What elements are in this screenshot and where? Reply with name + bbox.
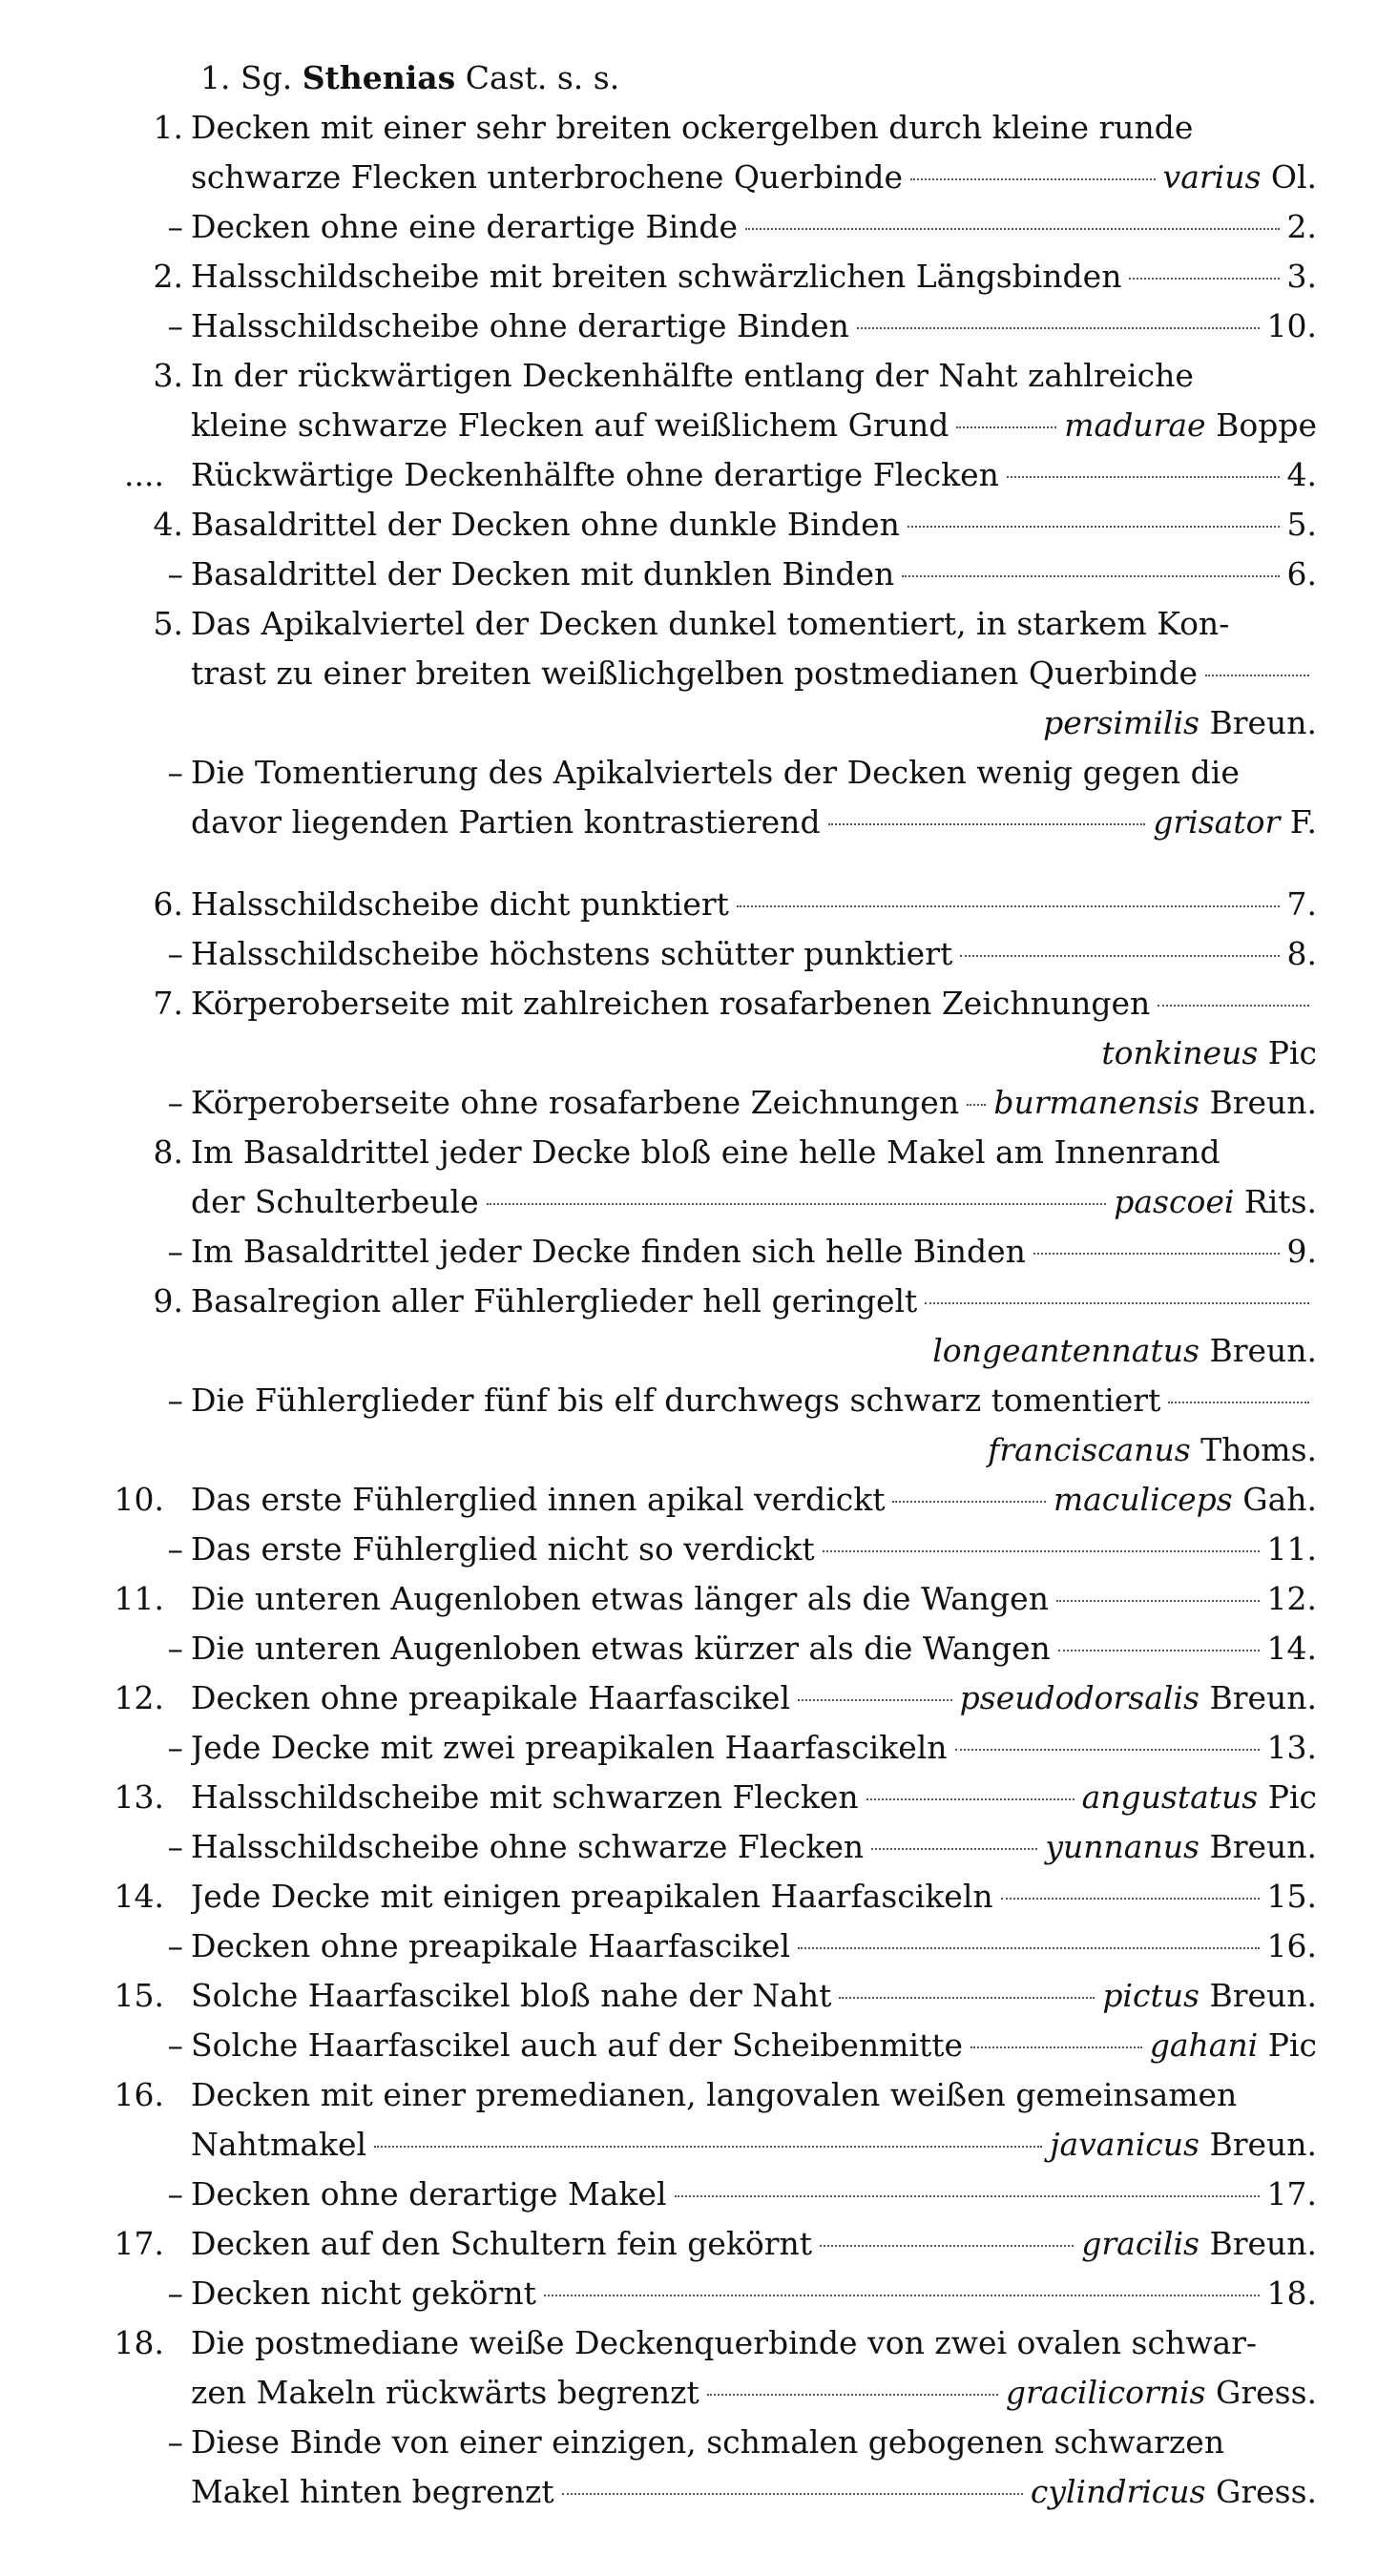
entry-line [191,1128,1317,1177]
species-author: Ol. [1270,158,1317,196]
entry-line-last [191,252,1317,301]
genus-heading [200,53,619,103]
entry-line-text: trast zu einer breiten weißlichgelben postmedianen Querbinde [191,654,1199,692]
entry-result [1287,450,1318,500]
entry-result [1267,301,1317,351]
entry-text [191,1475,1317,1525]
entry-number: 18. [114,2324,164,2361]
species-name: angustatus [1081,1778,1259,1816]
entry-number: 9. [153,1282,183,1319]
dot-leader [544,2295,1260,2296]
entry-number: – [167,2423,183,2461]
entry-number: 2. [153,258,183,295]
entry-result [988,1425,1317,1475]
species-name: gracilicornis [1005,2374,1206,2411]
entry-number: 14. [114,1878,164,1915]
entry-text [191,929,1317,979]
dot-leader [956,426,1056,428]
couplet-reference: 2. [1286,208,1317,245]
entry-line [191,2070,1317,2120]
entry-line-text: Decken nicht gekörnt [191,2275,536,2312]
entry-text [191,301,1317,351]
entry-line-text: Das Apikalviertel der Decken dunkel tomentiert, in starkem Kon- [191,605,1230,642]
couplet-reference: 13. [1266,1729,1317,1766]
dot-leader [374,2146,1042,2148]
entry-result [1031,2467,1317,2517]
dot-leader [820,2245,1074,2247]
entry-text [191,500,1317,550]
entry-number: 11. [114,1580,164,1617]
entry-line-text: Decken mit einer premedianen, langovalen weißen gemeinsamen [191,2076,1238,2113]
entry-result [1043,698,1317,748]
entry-line-text: Halsschildscheibe mit breiten schwärzlichen Längsbinden [191,258,1122,295]
entry-line-last [191,649,1317,698]
entry-text [191,1128,1317,1227]
entry-line-text: Halsschildscheibe höchstens schütter punktiert [191,935,953,972]
entry-text [191,1078,1317,1128]
dot-leader [798,1947,1260,1949]
entry-result [1267,1525,1317,1574]
species-name: madurae [1064,406,1206,444]
entry-number: – [167,1233,183,1270]
entry-line [191,103,1317,153]
entry-line-last [191,153,1317,202]
entry-text [191,880,1317,929]
entry-line-last [191,202,1317,252]
entry-line [191,599,1317,649]
entry-result [1267,1723,1317,1773]
entry-number: – [167,1729,183,1766]
entry-number: – [167,1084,183,1121]
dot-leader [871,1848,1037,1850]
dot-leader [910,178,1155,180]
entry-number: – [167,1630,183,1667]
entry-number: 13. [114,1778,164,1816]
entry-line-text: Basaldrittel der Decken ohne dunkle Binden [191,506,900,543]
genus-author: Cast. s. s. [465,59,620,96]
species-author: Breun. [1209,1332,1317,1369]
entry-text [191,252,1317,301]
entry-number: 4. [153,506,183,543]
entry-line-text: Solche Haarfascikel bloß nahe der Naht [191,1977,832,2014]
entry-result [932,1326,1317,1376]
entry-text [191,2318,1317,2418]
species-author: Pic [1267,2026,1317,2064]
species-author: Breun. [1209,1679,1317,1716]
entry-text [191,1624,1317,1673]
couplet-reference: 11. [1266,1530,1317,1568]
dot-leader [1058,1650,1260,1652]
entry-line-last [191,1773,1317,1822]
entry-line-last [191,1277,1317,1326]
entry-text [191,103,1317,202]
entry-text [191,1723,1317,1773]
entry-line-last [191,1673,1317,1723]
couplet-reference: 8. [1286,935,1317,972]
entry-line-text: Decken ohne derartige Makel [191,2175,667,2212]
entry-text [191,1822,1317,1872]
entry-text [191,202,1317,252]
entry-line-last [191,1525,1317,1574]
entry-result [993,1078,1317,1128]
entry-line-text: Im Basaldrittel jeder Decke bloß eine helle Makel am Innenrand [191,1133,1221,1171]
species-name: maculiceps [1053,1481,1233,1518]
entry-line-last [191,1078,1317,1128]
entry-result-line [191,1425,1317,1475]
dot-leader [1056,1600,1260,1602]
species-name: pseudodorsalis [959,1679,1200,1716]
entry-result [960,1673,1317,1723]
species-author: Rits. [1243,1183,1317,1220]
entry-number: – [167,2175,183,2212]
entry-number: 6. [153,885,183,923]
entry-result [1267,1624,1317,1673]
entry-line-text: Jede Decke mit einigen preapikalen Haarfascikeln [191,1878,993,1915]
entry-text [191,1574,1317,1624]
species-author: Breun. [1209,1977,1317,2014]
entry-line-text: Diese Binde von einer einzigen, schmalen gebogenen schwarzen [191,2423,1225,2461]
dot-leader [925,1302,1309,1304]
entry-line-text: Basaldrittel der Decken mit dunklen Binden [191,555,895,592]
entry-line-text: Im Basaldrittel jeder Decke finden sich helle Binden [191,1233,1026,1270]
entry-line-text: Körperoberseite mit zahlreichen rosafarbenen Zeichnungen [191,985,1151,1022]
entry-text [191,2021,1317,2070]
entry-number: – [167,2026,183,2064]
entry-line-last [191,401,1317,450]
entry-line-last [191,2219,1317,2269]
entry-line-last [191,1723,1317,1773]
entry-number: 12. [114,1679,164,1716]
couplet-reference: 3. [1286,258,1317,295]
entry-line-text: der Schulterbeule [191,1183,479,1220]
entry-line-last [191,929,1317,979]
entry-number: 10. [114,1481,164,1518]
entry-number: 3. [153,357,183,394]
couplet-reference: 5. [1286,506,1317,543]
dot-leader [745,228,1279,230]
entry-result [1064,401,1317,450]
entry-result [1267,2269,1317,2318]
entry-result [1287,500,1318,550]
entry-line-last [191,1624,1317,1673]
dot-leader [675,2195,1260,2197]
entry-result-line [191,1028,1317,1078]
species-name: gracilis [1081,2225,1200,2262]
dot-leader [707,2394,998,2396]
entry-line-last [191,1475,1317,1525]
dot-leader [1007,476,1280,478]
entry-result [1081,2219,1317,2269]
dot-leader [892,1501,1045,1503]
entry-line-text: Halsschildscheibe ohne derartige Binden [191,307,849,344]
species-author: Gress. [1215,2374,1317,2411]
entry-text [191,1773,1317,1822]
entry-text [191,599,1317,748]
dot-leader [798,1699,952,1701]
entry-line-text: In der rückwärtigen Deckenhälfte entlang der Naht zahlreiche [191,357,1194,394]
entry-text [191,2269,1317,2318]
entry-line [191,2418,1317,2467]
genus-name: Sthenias [302,59,456,96]
entry-result [1153,798,1317,847]
entry-result-line [191,1326,1317,1376]
species-name: gahani [1149,2026,1259,2064]
entry-line-text: Körperoberseite ohne rosafarbene Zeichnungen [191,1084,960,1121]
species-author: Gress. [1215,2473,1317,2510]
species-author: Breun. [1209,2225,1317,2262]
couplet-reference: 17. [1266,2175,1317,2212]
entry-result [1054,1475,1317,1525]
species-name: tonkineus [1101,1034,1259,1071]
entry-line-text: Basalregion aller Fühlerglieder hell geringelt [191,1282,918,1319]
couplet-reference: 12. [1266,1580,1317,1617]
entry-line-text: Rückwärtige Deckenhälfte ohne derartige Flecken [191,456,999,493]
species-author: Breun. [1209,1084,1317,1121]
entry-result [1050,2120,1317,2170]
entry-number: – [167,754,183,791]
entry-number: 5. [153,605,183,642]
species-name: varius [1162,158,1262,196]
entry-line-text: Decken ohne preapikale Haarfascikel [191,1679,790,1716]
entry-text [191,1872,1317,1922]
entry-line-text: Das erste Fühlerglied nicht so verdickt [191,1530,815,1568]
entry-text [191,2219,1317,2269]
dot-leader [562,2493,1023,2495]
entry-line-text: Halsschildscheibe dicht punktiert [191,885,729,923]
dot-leader [1168,1402,1309,1403]
entry-result-line [191,698,1317,748]
entry-text [191,1673,1317,1723]
couplet-reference: 15. [1266,1878,1317,1915]
dot-leader [902,575,1279,577]
entry-line-text: Jede Decke mit zwei preapikalen Haarfascikeln [191,1729,948,1766]
entry-number: – [167,2275,183,2312]
species-author: Pic [1267,1778,1317,1816]
species-name: pictus [1102,1977,1200,2014]
species-author: Breun. [1209,704,1317,741]
species-name: javanicus [1050,2126,1200,2163]
entry-line [191,2318,1317,2368]
entry-line-last [191,880,1317,929]
entry-result [1006,2368,1317,2418]
entry-line-last [191,979,1317,1028]
entry-number: – [167,1530,183,1568]
entry-line-last [191,2120,1317,2170]
entry-line-last [191,301,1317,351]
entry-text [191,979,1317,1078]
entry-line-text: Die postmediane weiße Deckenquerbinde von zwei ovalen schwar- [191,2324,1258,2361]
entry-line-text: Decken ohne eine derartige Binde [191,208,739,245]
entry-line-text: Die Tomentierung des Apikalviertels der Decken wenig gegen die [191,754,1240,791]
entry-result [1287,202,1318,252]
entry-line [191,748,1317,798]
entry-text [191,450,1317,500]
entry-result [1267,1872,1317,1922]
entry-line-last [191,2021,1317,2070]
species-name: cylindricus [1030,2473,1206,2510]
entry-number: – [167,307,183,344]
entry-result [1287,1227,1318,1277]
species-author: F. [1289,803,1317,841]
entry-line-text: Das erste Fühlerglied innen apikal verdickt [191,1481,886,1518]
species-name: grisator [1153,803,1281,841]
entry-number: 15. [114,1977,164,2014]
entry-text [191,1227,1317,1277]
couplet-reference: 4. [1286,456,1317,493]
entry-text [191,1376,1317,1475]
dot-leader [1205,675,1309,676]
entry-number: – [167,208,183,245]
entry-line-text: kleine schwarze Flecken auf weißlichem Grund [191,406,949,444]
dot-leader [1033,1253,1280,1255]
dot-leader [970,2046,1142,2048]
entry-line-text: Die unteren Augenloben etwas länger als die Wangen [191,1580,1049,1617]
entry-result [1101,1028,1317,1078]
entry-line-text: Decken ohne preapikale Haarfascikel [191,1927,790,1964]
species-author: Boppe [1216,406,1317,444]
dot-leader [737,905,1280,907]
entry-result [1102,1971,1317,2021]
entry-line-last [191,500,1317,550]
dot-leader [960,955,1279,957]
entry-number: – [167,555,183,592]
couplet-reference: 9. [1286,1233,1317,1270]
entry-text [191,1971,1317,2021]
entry-number: – [167,1381,183,1419]
entry-result [1287,880,1318,929]
entry-text [191,2170,1317,2219]
entry-line [191,351,1317,401]
species-name: longeantennatus [932,1332,1200,1369]
entry-text [191,2070,1317,2170]
couplet-reference: 6. [1286,555,1317,592]
entry-line-last [191,550,1317,599]
entry-line-text: Die Fühlerglieder fünf bis elf durchwegs schwarz tomentiert [191,1381,1161,1419]
species-author: Breun. [1209,2126,1317,2163]
entry-number: 1. [153,109,183,146]
entry-text [191,2418,1317,2517]
couplet-reference: 10. [1266,307,1317,344]
entry-line-text: Halsschildscheibe ohne schwarze Flecken [191,1828,865,1865]
entry-line-last [191,2269,1317,2318]
entry-line-text: Die unteren Augenloben etwas kürzer als die Wangen [191,1630,1051,1667]
species-author: Thoms. [1200,1431,1317,1468]
species-author: Breun. [1209,1828,1317,1865]
entry-line-text: zen Makeln rückwärts begrenzt [191,2374,699,2411]
dot-leader [1129,278,1279,280]
entry-result [1287,550,1318,599]
species-author: Gah. [1242,1481,1317,1518]
species-name: franciscanus [988,1431,1191,1468]
entry-line-text: Decken mit einer sehr breiten ockergelben durch kleine runde [191,109,1194,146]
entry-number: 7. [153,985,183,1022]
entry-line-last [191,2368,1317,2418]
heading-prefix: 1. Sg. [200,59,293,96]
couplet-reference: 18. [1266,2275,1317,2312]
entry-text [191,550,1317,599]
entry-line-text: Solche Haarfascikel auch auf der Scheibenmitte [191,2026,964,2064]
couplet-reference: 16. [1266,1927,1317,1964]
entry-line-last [191,1227,1317,1277]
entry-result [1267,2170,1317,2219]
couplet-reference: 14. [1266,1630,1317,1667]
entry-text [191,1525,1317,1574]
entry-number: .... [124,456,164,493]
entry-text [191,1922,1317,1971]
dot-leader [828,823,1146,825]
entry-line-text: davor liegenden Partien kontrastierend [191,803,821,841]
entry-line-last [191,1177,1317,1227]
dot-leader [823,1550,1260,1552]
entry-result [1045,1822,1317,1872]
entry-line-last [191,450,1317,500]
dot-leader [908,526,1280,528]
entry-result [1287,929,1318,979]
species-name: pascoei [1114,1183,1235,1220]
entry-text [191,748,1317,847]
entry-text [191,1277,1317,1376]
entry-result [1114,1177,1317,1227]
species-name: burmanensis [993,1084,1200,1121]
entry-line-last [191,1574,1317,1624]
entry-line-text: Decken auf den Schultern fein gekörnt [191,2225,813,2262]
entry-result [1150,2021,1317,2070]
entry-result [1267,1922,1317,1971]
dot-leader [1001,1898,1260,1900]
entry-line-text: Halsschildscheibe mit schwarzen Flecken [191,1778,859,1816]
entry-line-last [191,1376,1317,1425]
entry-number: 16. [114,2076,164,2113]
entry-line-last [191,1922,1317,1971]
entry-line-text: Nahtmakel [191,2126,367,2163]
entry-line-text: schwarze Flecken unterbrochene Querbinde [191,158,904,196]
species-author: Pic [1267,1034,1317,1071]
entry-number: – [167,935,183,972]
dot-leader [866,1798,1075,1800]
dot-leader [839,1997,1095,1999]
dot-leader [1158,1005,1309,1007]
couplet-reference: 7. [1286,885,1317,923]
dot-leader [967,1104,986,1106]
entry-result [1287,252,1318,301]
entry-line-last [191,2170,1317,2219]
entry-number: 8. [153,1133,183,1171]
entry-line-last [191,2467,1317,2517]
entry-number: 17. [114,2225,164,2262]
entry-line-last [191,1971,1317,2021]
dot-leader [487,1203,1107,1205]
entry-line-last [191,1822,1317,1872]
entry-line-last [191,1872,1317,1922]
species-name: persimilis [1043,704,1200,741]
entry-result [1082,1773,1317,1822]
dot-leader [955,1749,1260,1751]
entry-result [1267,1574,1317,1624]
species-name: yunnanus [1045,1828,1200,1865]
entry-number: – [167,1927,183,1964]
entry-text [191,351,1317,450]
dot-leader [857,327,1260,329]
entry-line-last [191,798,1317,847]
entry-result [1163,153,1317,202]
entry-number: – [167,1828,183,1865]
entry-line-text: Makel hinten begrenzt [191,2473,554,2510]
